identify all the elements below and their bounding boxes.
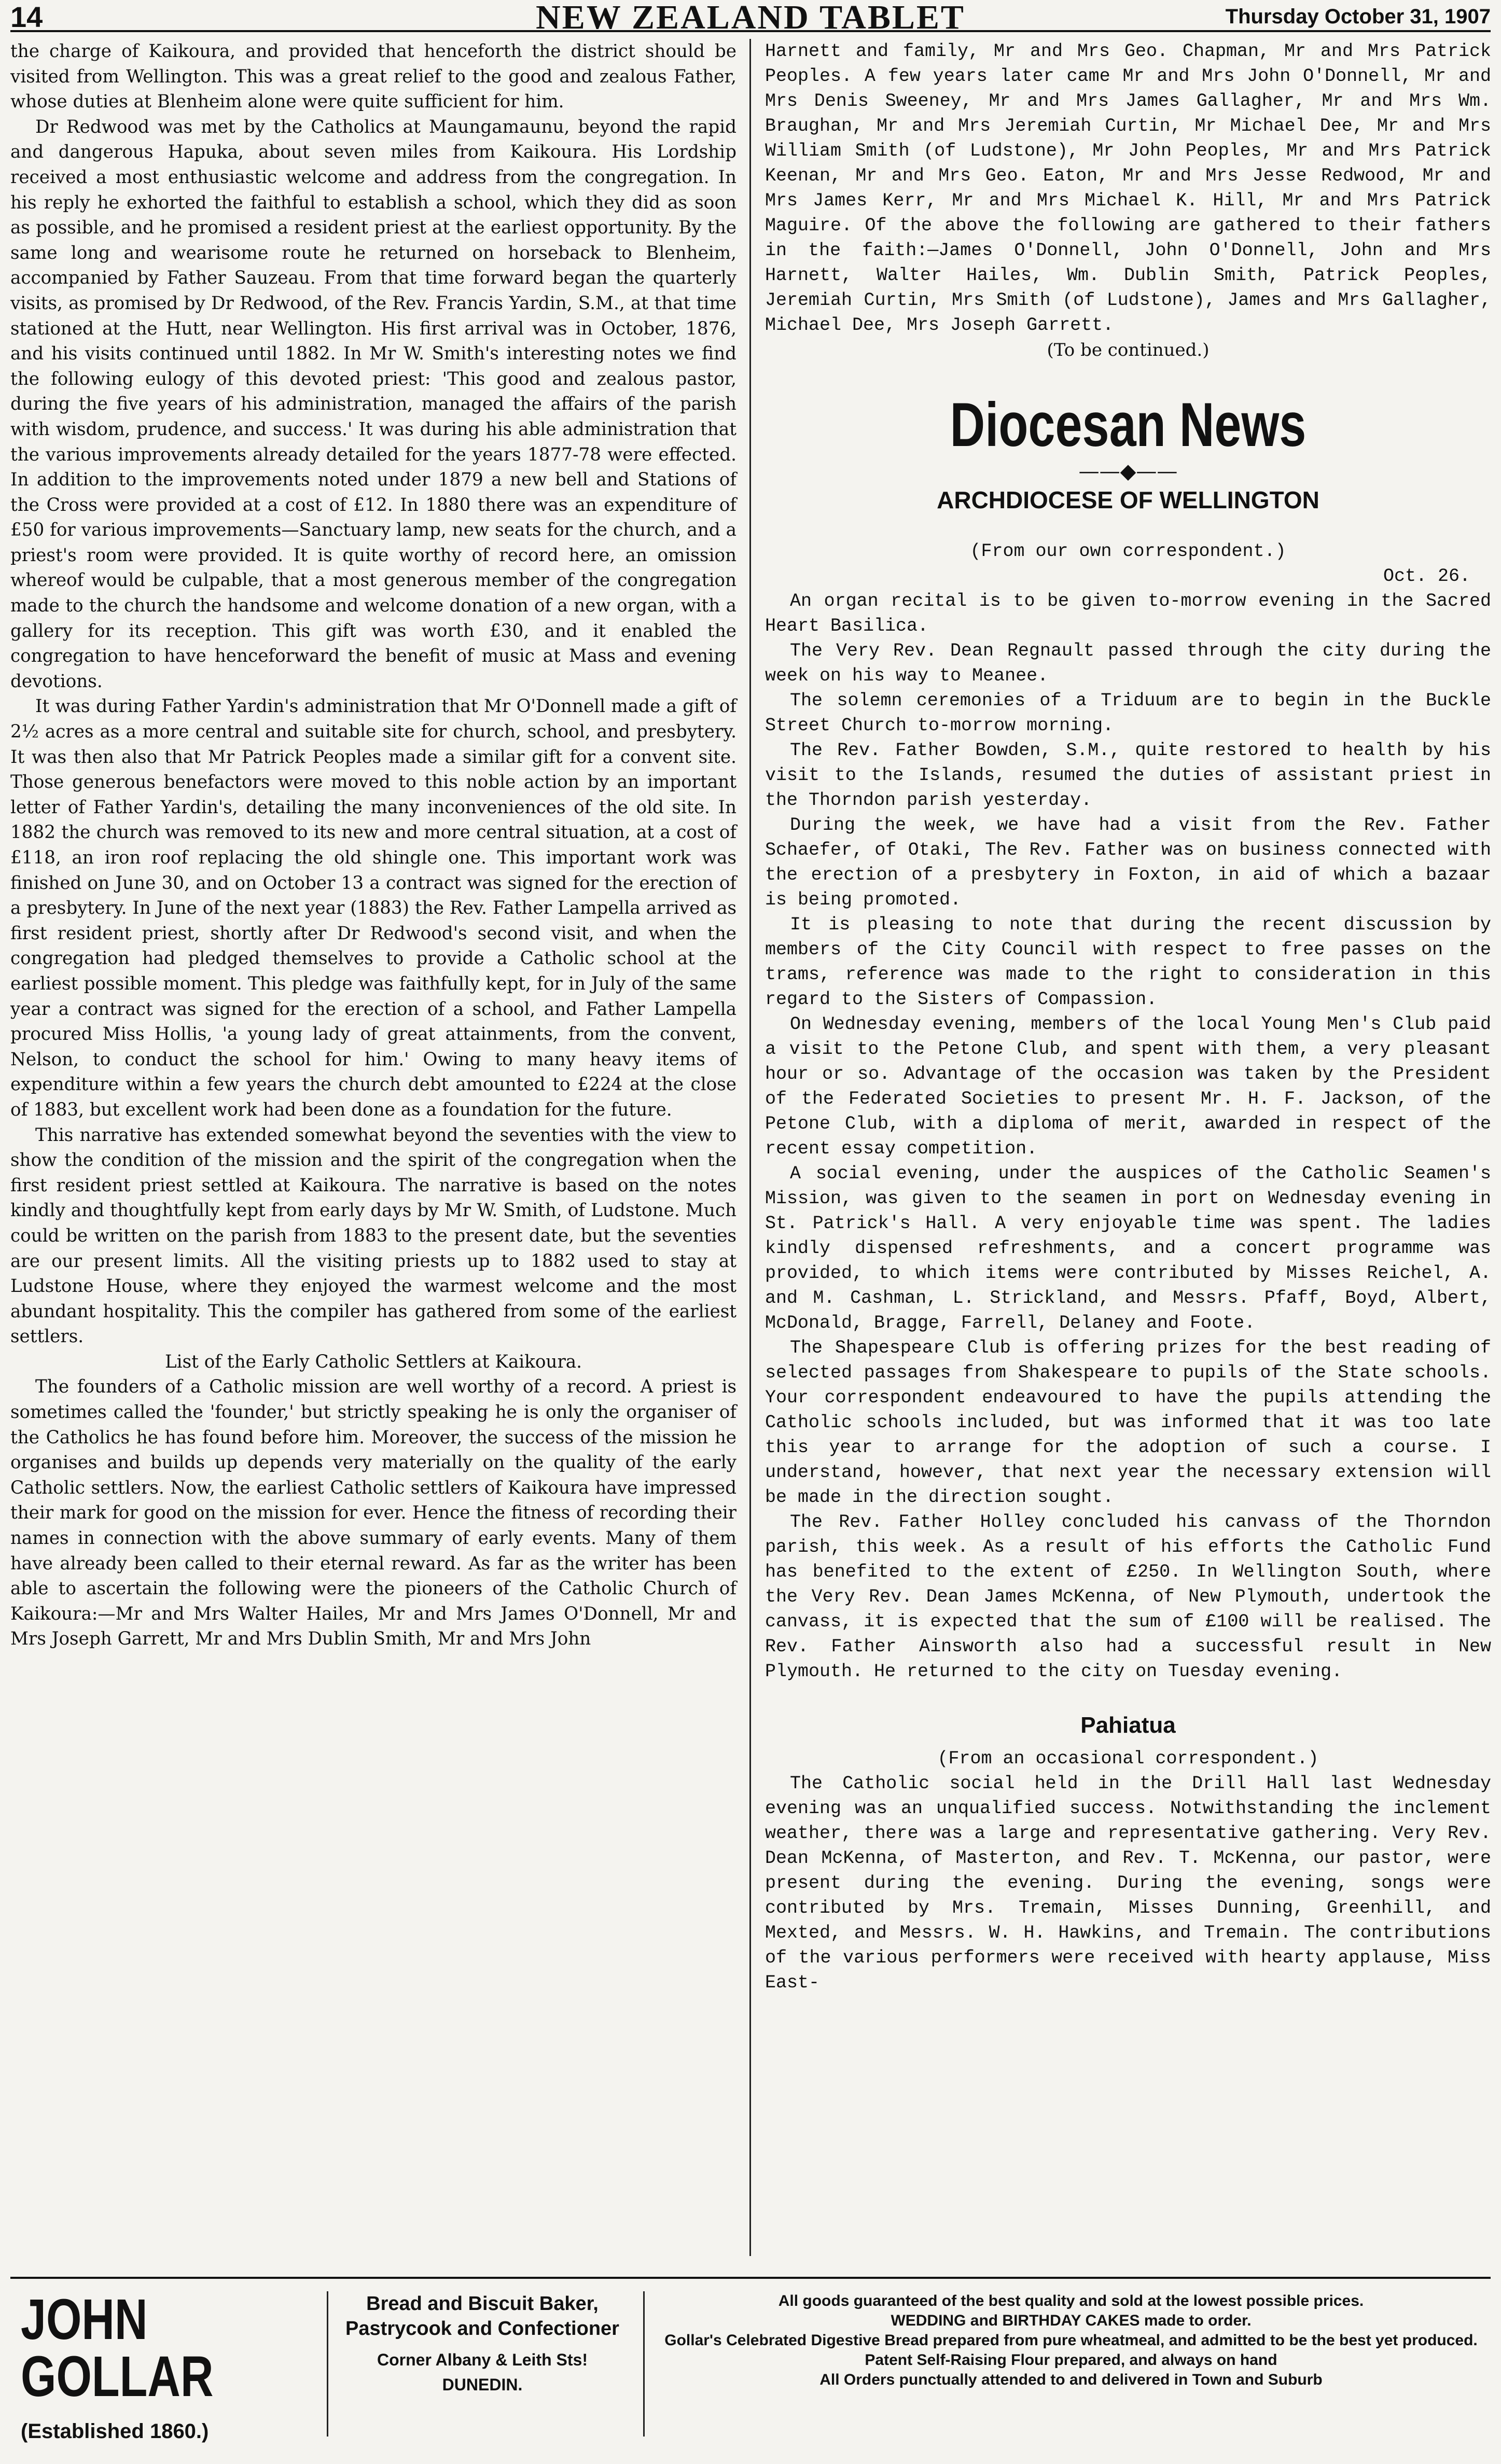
left-column [10, 39, 736, 1652]
news-item: The Rev. Father Holley concluded his canvass of the Thorndon parish, this week. As a result of his efforts the Catholic Fund has benefited to the extent of £250. In Wellington South, where the Very Rev. Dean James McKenna, of New Plymouth, undertook the canvass, it is expected that the sum of £100 will be realised. The Rev. Father Ainsworth also had a successful result in New Plymouth. He returned to the city on Tuesday evening. [765, 1512, 1491, 1682]
advert-info-line1: All goods guaranteed of the best quality and sold at the lowest possible prices. [778, 2292, 1364, 2309]
news-item: During the week, we have had a visit from the Rev. Father Schaefer, of Otaki, The Rev. Father was on business connected with the erection of a presbytery in Foxton, in aid of which a bazaar is being promoted. [765, 815, 1491, 910]
issue-date: Thursday October 31, 1907 [1225, 5, 1491, 28]
dateline: Oct. 26. [1383, 566, 1470, 587]
list-heading: List of the Early Catholic Settlers at Kaikoura. [164, 1351, 582, 1372]
column-rule [749, 39, 751, 2256]
right-column [765, 39, 1491, 1995]
advert-divider [327, 2291, 328, 2437]
page-header [10, 0, 1491, 36]
pahiatua-correspondent: (From an occasional correspondent.) [937, 1748, 1319, 1769]
article-paragraph: It was during Father Yardin's administration that Mr O'Donnell made a gift of 2½ acres as a more central and suitable site for church, school, and presbytery. It was then also that Mr Patrick Peoples made a similar gift for a convent site. Those generous benefactors were moved to this noble action by an important letter of Father Yardin's, detailing the many inconveniences of the old site. In 1882 the church was removed to its new and more central situation, at a cost of £118, an iron roof replacing the old shingle one. This important work was finished on June 30, and on October 13 a contract was signed for the erection of a presbytery. In June of the next year (1883) the Rev. Father Lampella arrived as first resident priest, shortly after Dr Redwood's second visit, and when the congregation had pledged themselves to provide a Catholic school at the earliest possible moment. This pledge was faithfully kept, for in July of the same year a contract was signed for the erection of a school, and Father Lampella procured Miss Hollis, 'a young lady of great attainments, from the convent, Nelson, to conduct the school for him.' Owing to many heavy items of expenditure within a few years the church debt amounted to £224 at the close of 1883, but excellent work had been done as a foundation for the future. [10, 696, 736, 1120]
advert-info-line3: Gollar's Celebrated Digestive Bread prepared from pure wheatmeal, and admitted to be the best yet produced. Patent Self-Raising Flour prepared, and always on hand [664, 2332, 1478, 2369]
advert-info-line2: WEDDING and BIRTHDAY CAKES made to order. [891, 2312, 1252, 2329]
advert-info-block [659, 2291, 1483, 2390]
advert-address: Corner Albany & Leith Sts! [377, 2350, 588, 2369]
pahiatua-heading: Pahiatua [1080, 1713, 1176, 1738]
advert-established: (Established 1860.) [21, 2420, 209, 2443]
news-item: The Shapespeare Club is offering prizes for the best reading of selected passages from Shakespeare to pupils of the State schools. Your correspondent endeavoured to have the pupils attending the Catholic schools included, but was informed that it was too late this year to arrange for the adoption of such a course. I understand, however, that next year the necessary extension will be made in the direction sought. [765, 1338, 1491, 1508]
continuation-paragraph: Harnett and family, Mr and Mrs Geo. Chapman, Mr and Mrs Patrick Peoples. A few years later came Mr and Mrs John O'Donnell, Mr and Mrs Denis Sweeney, Mr and Mrs James Gallagher, Mr and Mrs Wm. Braughan, Mr and Mrs Jeremiah Curtin, Mr Michael Dee, Mr and Mrs William Smith (of Ludstone), Mr John Peoples, Mr and Mrs Patrick Keenan, Mr and Mrs Geo. Eaton, Mr and Mrs Jesse Redwood, Mr and Mrs James Kerr, Mr and Mrs Michael K. Hill, Mr and Mrs Patrick Maguire. Of the above the following are gathered to their fathers in the faith:—James O'Donnell, John O'Donnell, John and Mrs Harnett, Walter Hailes, Wm. Dublin Smith, Patrick Peoples, Jeremiah Curtin, Mrs Smith (of Ludstone), James and Mrs Gallagher, Michael Dee, Mrs Joseph Garrett. [765, 41, 1491, 336]
advert-trade-line1: Bread and Biscuit Baker, [366, 2293, 599, 2315]
section-title: Diocesan News [950, 390, 1307, 460]
pahiatua-text: The Catholic social held in the Drill Hall last Wednesday evening was an unqualified success. Notwithstanding the inclement weather, there was a large and representative gathering. Very Rev. Dean McKenna, of Masterton, and Rev. T. McKenna, our pastor, were present during the evening. During the evening, songs were contributed by Mrs. Tremain, Misses Dunning, Greenhill, and Mexted, and Messrs. W. H. Hawkins, and Tremain. The contributions of the various performers were received with hearty applause, Miss East- [765, 1773, 1491, 1993]
to-be-continued: (To be continued.) [1047, 340, 1210, 360]
advert-divider [643, 2291, 645, 2437]
article-paragraph: This narrative has extended somewhat beyond the seventies with the view to show the condition of the mission and the spirit of the congregation when the first resident priest settled at Kaikoura. The narrative is based on the notes kindly and thoughtfully kept from early days by Mr W. Smith, of Ludstone. Much could be written on the parish from 1883 to the present date, but the seventies are our present limits. All the visiting priests up to 1882 used to stay at Ludstone House, where they enjoyed the warmest welcome and the most abundant hospitality. This the compiler has gathered from some of the earliest settlers. [10, 1124, 736, 1347]
news-item: The Rev. Father Bowden, S.M., quite restored to health by his visit to the Islands, resumed the duties of assistant priest in the Thorndon parish yesterday. [765, 740, 1491, 811]
advert-info-line4: All Orders punctually attended to and delivered in Town and Suburb [819, 2371, 1323, 2388]
advert-trade-line2: Pastrycook and Confectioner [345, 2318, 619, 2340]
advert-name-block [21, 2288, 311, 2447]
correspondent-line: (From our own correspondent.) [970, 541, 1286, 562]
advert-trade-block [337, 2291, 628, 2397]
news-item: An organ recital is to be given to-morrow evening in the Sacred Heart Basilica. [765, 591, 1491, 636]
news-item: The solemn ceremonies of a Triduum are to begin in the Buckle Street Church to-morrow morning. [765, 690, 1491, 736]
masthead-title: NEW ZEALAND TABLET [536, 0, 965, 36]
news-item: A social evening, under the auspices of the Catholic Seamen's Mission, was given to the seamen in port on Wednesday evening in St. Patrick's Hall. A very enjoyable time was spent. The ladies kindly dispensed refreshments, and a concert programme was provided, to which items were contributed by Misses Reichel, A. and M. Cashman, L. Strickland, and Messrs. Pfaff, Boyd, Albert, McDonald, Bragge, Farrell, Delaney and Foote. [765, 1163, 1491, 1333]
advert-name: JOHN GOLLAR [21, 2288, 214, 2409]
news-item: On Wednesday evening, members of the local Young Men's Club paid a visit to the Petone Club, and spent with them, a very pleasant hour or so. Advantage of the occasion was taken by the President of the Federated Societies to present Mr. H. F. Jackson, of the Petone Club, with a diploma of merit, awarded in respect of the recent essay competition. [765, 1014, 1491, 1159]
news-item: The Very Rev. Dean Regnault passed through the city during the week on his way to Meanee. [765, 641, 1491, 686]
ornament-divider: ——◆—— [1078, 460, 1178, 483]
article-paragraph: The founders of a Catholic mission are well worthy of a record. A priest is sometimes called the 'founder,' but strictly speaking he is only the organiser of the Catholics he has found before him. Moreover, the success of the mission he organises and builds up depends very materially on the quality of the early Catholic settlers. Now, the earliest Catholic settlers of Kaikoura have impressed their mark for good on the mission for ever. Hence the fitness of recording their names in connection with the above summary of early events. Many of them have already been called to their eternal reward. As far as the writer has been able to ascertain the following were the pioneers of the Catholic Church of Kaikoura:—Mr and Mrs Walter Hailes, Mr and Mrs James O'Donnell, Mr and Mrs Joseph Garrett, Mr and Mrs Dublin Smith, Mr and Mrs John [10, 1376, 736, 1650]
advert-city: DUNEDIN. [442, 2375, 523, 2394]
article-paragraph: the charge of Kaikoura, and provided that henceforth the district should be visited from Wellington. This was a great relief to the good and zealous Father, whose duties at Blenheim alone were quite sufficient for him. [10, 41, 736, 113]
footer-advertisement [10, 2277, 1491, 2455]
article-paragraph: Dr Redwood was met by the Catholics at Maungamaunu, beyond the rapid and dangerous Hapuka, about seven miles from Kaikoura. His Lordship received a most enthusiastic welcome and address from the congregation. In his reply he exhorted the faithful to establish a school, which they did as soon as possible, and he promised a resident priest at the earliest opportunity. By the same long and wearisome route he returned on horseback to Blenheim, accompanied by Father Sauzeau. From that time forward began the quarterly visits, as promised by Dr Redwood, of the Rev. Francis Yardin, S.M., at that time stationed at the Hutt, near Wellington. His first arrival was in October, 1876, and his visits continued until 1882. In Mr W. Smith's interesting notes we find the following eulogy of this devoted priest: 'This good and zealous pastor, during the five years of his administration, managed the affairs of the parish with wisdom, prudence, and success.' It was during his able administration that the various improvements already detailed for the years 1877-78 were effected. In addition to the improvements noted under 1879 a new bell and Stations of the Cross were provided at a cost of £12. In 1880 there was an expenditure of £50 for various improvements—Sanctuary lamp, new seats for the church, and a priest's room were provided. It is quite worthy of record here, an omission whereof would be culpable, that a most generous member of the congregation made to the church the handsome and welcome donation of a new organ, with a gallery for its reception. This gift was worth £30, and it enabled the congregation to have henceforward the benefit of music at Mass and evening devotions. [10, 116, 736, 692]
subsection-heading: ARCHDIOCESE OF WELLINGTON [937, 486, 1319, 513]
news-item: It is pleasing to note that during the recent discussion by members of the City Council with respect to free passes on the trams, reference was made to the right to consideration in this regard to the Sisters of Compassion. [765, 914, 1491, 1010]
page-number: 14 [10, 1, 43, 33]
